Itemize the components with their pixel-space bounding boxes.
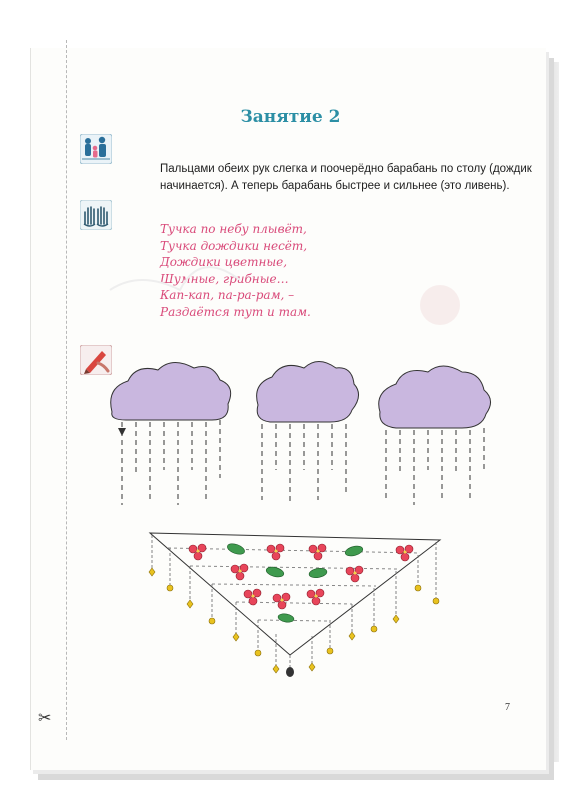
instruction-line-1: Пальцами обеих рук слегка и поочерёдно барабань по столу (дождик [160,163,532,175]
poem-line: Тучка по небу плывёт, [160,222,307,236]
cloud [379,366,491,428]
cloud [257,362,359,423]
start-arrow-icon [118,428,126,436]
rain-trace-lines [122,420,484,505]
scissors-icon: ✂ [38,710,52,727]
poem-line: Дождики цветные, [160,255,288,269]
poem-line: Раздаётся тут и там. [160,304,311,319]
instruction-line-2: начинается). А теперь барабань быстрее и сильнее (это ливень). [160,180,510,192]
cloud [111,362,231,420]
bottom-bead-icon [286,667,294,677]
page-number: 7 [505,702,510,713]
poem-line: Шумные, грибные… [160,271,289,286]
triangle-garland [149,533,440,677]
lesson-title: Занятие 2 [240,107,341,127]
leaf-icon [226,542,364,624]
poem-line: Тучка дождики несёт, [160,238,308,253]
poem-line: Кап-кап, па-ра-рам, – [160,288,295,302]
flower-icon [189,544,413,609]
